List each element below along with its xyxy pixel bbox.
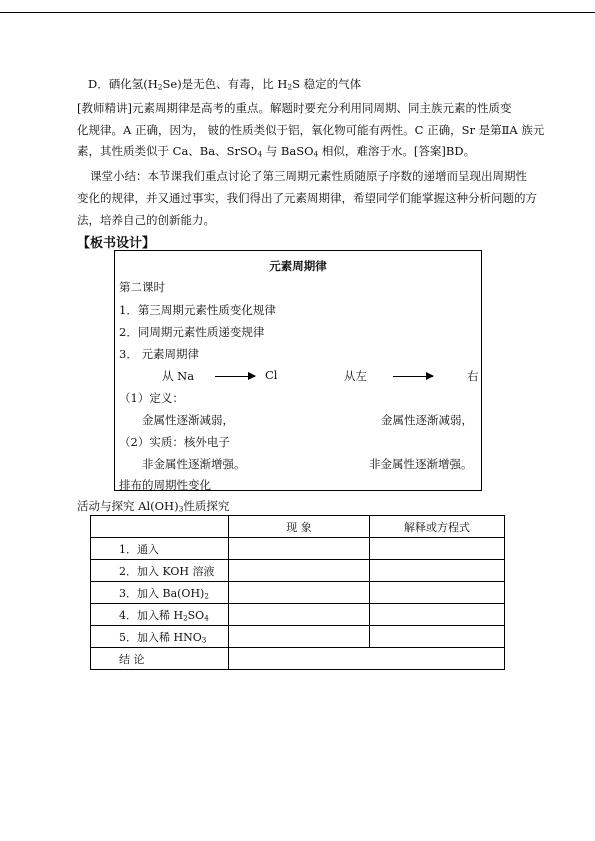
board-title: 元素周期律 xyxy=(269,259,327,273)
table-row xyxy=(91,560,505,582)
row-label: 1．通入 xyxy=(91,538,229,560)
nonmetal-increase-left: 非金属性逐渐增强。 xyxy=(142,457,246,471)
phenomenon-cell xyxy=(229,582,370,604)
board-item-3: 3． 元素周期律 xyxy=(119,347,199,361)
board-item-1: 1．第三周期元素性质变化规律 xyxy=(119,303,276,317)
from-na-label: 从 Na xyxy=(162,369,195,383)
activity-caption: 活动与探究 $Al(OH)_3$性质探究 xyxy=(77,499,230,514)
board-design-box xyxy=(114,250,482,491)
table-row xyxy=(91,626,505,648)
row-label: 3．加入 $Ba(OH)_2$ xyxy=(91,582,229,604)
definition-label: （1）定义： xyxy=(119,391,184,405)
summary-line-2: 变化的规律，并又通过事实，我们得出了元素周期律，希望同学们能掌握这种分析问题的方 xyxy=(77,191,537,205)
activity-table xyxy=(90,515,505,670)
metal-decrease-left: 金属性逐渐减弱， xyxy=(142,413,234,427)
row-label: 4．加入稀 $H_2SO_4$ xyxy=(91,604,229,626)
right-label: 右 xyxy=(467,369,479,383)
from-left-label: 从左 xyxy=(344,369,367,383)
board-lesson: 第二课时 xyxy=(119,280,165,294)
header-phenomenon: 现 象 xyxy=(229,516,370,538)
header-cell xyxy=(91,516,229,538)
jingjiang-line-3: 素，其性质类似于 Ca、Ba、SrSO$_4$ 与 BaSO$_4$ 相似，难溶于水。[答案]BD。 xyxy=(77,144,476,159)
phenomenon-cell xyxy=(229,560,370,582)
periodic-change-label: 排布的周期性变化 xyxy=(119,478,211,492)
phenomenon-cell xyxy=(229,604,370,626)
explanation-cell xyxy=(370,626,505,648)
explanation-cell xyxy=(370,582,505,604)
table-row xyxy=(91,582,505,604)
phenomenon-cell xyxy=(229,626,370,648)
jingjiang-line-1: [教师精讲]元素周期律是高考的重点。解题时要充分利用同周期、同主族元素的性质变 xyxy=(77,101,512,115)
conclusion-label: 结 论 xyxy=(91,648,229,670)
right-arrow-icon xyxy=(215,376,255,377)
option-d: D．硒化氢$(H_2Se)$是无色、有毒，比 $H_2S$ 稳定的气体 xyxy=(88,77,362,92)
row-label: 5．加入稀 $HNO_3$ xyxy=(91,626,229,648)
board-item-2: 2．同周期元素性质递变规律 xyxy=(119,325,265,339)
header-rule xyxy=(0,12,595,13)
table-row xyxy=(91,648,505,670)
cl-label: Cl xyxy=(265,368,278,382)
essence-label: （2）实质：核外电子 xyxy=(119,435,230,449)
conclusion-cell xyxy=(229,648,505,670)
board-design-heading: 【板书设计】 xyxy=(77,236,156,251)
summary-line-1: 课堂小结：本节课我们重点讨论了第三周期元素性质随原子序数的递增而呈现出周期性 xyxy=(90,169,527,183)
explanation-cell xyxy=(370,604,505,626)
explanation-cell xyxy=(370,538,505,560)
table-row xyxy=(91,604,505,626)
table-row xyxy=(91,538,505,560)
summary-line-3: 法，培养自己的创新能力。 xyxy=(77,213,215,227)
phenomenon-cell xyxy=(229,538,370,560)
metal-decrease-right: 金属性逐渐减弱， xyxy=(381,413,473,427)
jingjiang-line-2: 化规律。A 正确，因为， 铍的性质类似于铝，氧化物可能有两性。C 正确，Sr 是第ⅡA 族元 xyxy=(77,123,545,137)
table-header-row xyxy=(91,516,505,538)
nonmetal-increase-right: 非金属性逐渐增强。 xyxy=(369,457,473,471)
right-arrow-icon xyxy=(393,376,433,377)
row-label: 2．加入 KOH 溶液 xyxy=(91,560,229,582)
explanation-cell xyxy=(370,560,505,582)
header-explanation: 解释或方程式 xyxy=(370,516,505,538)
